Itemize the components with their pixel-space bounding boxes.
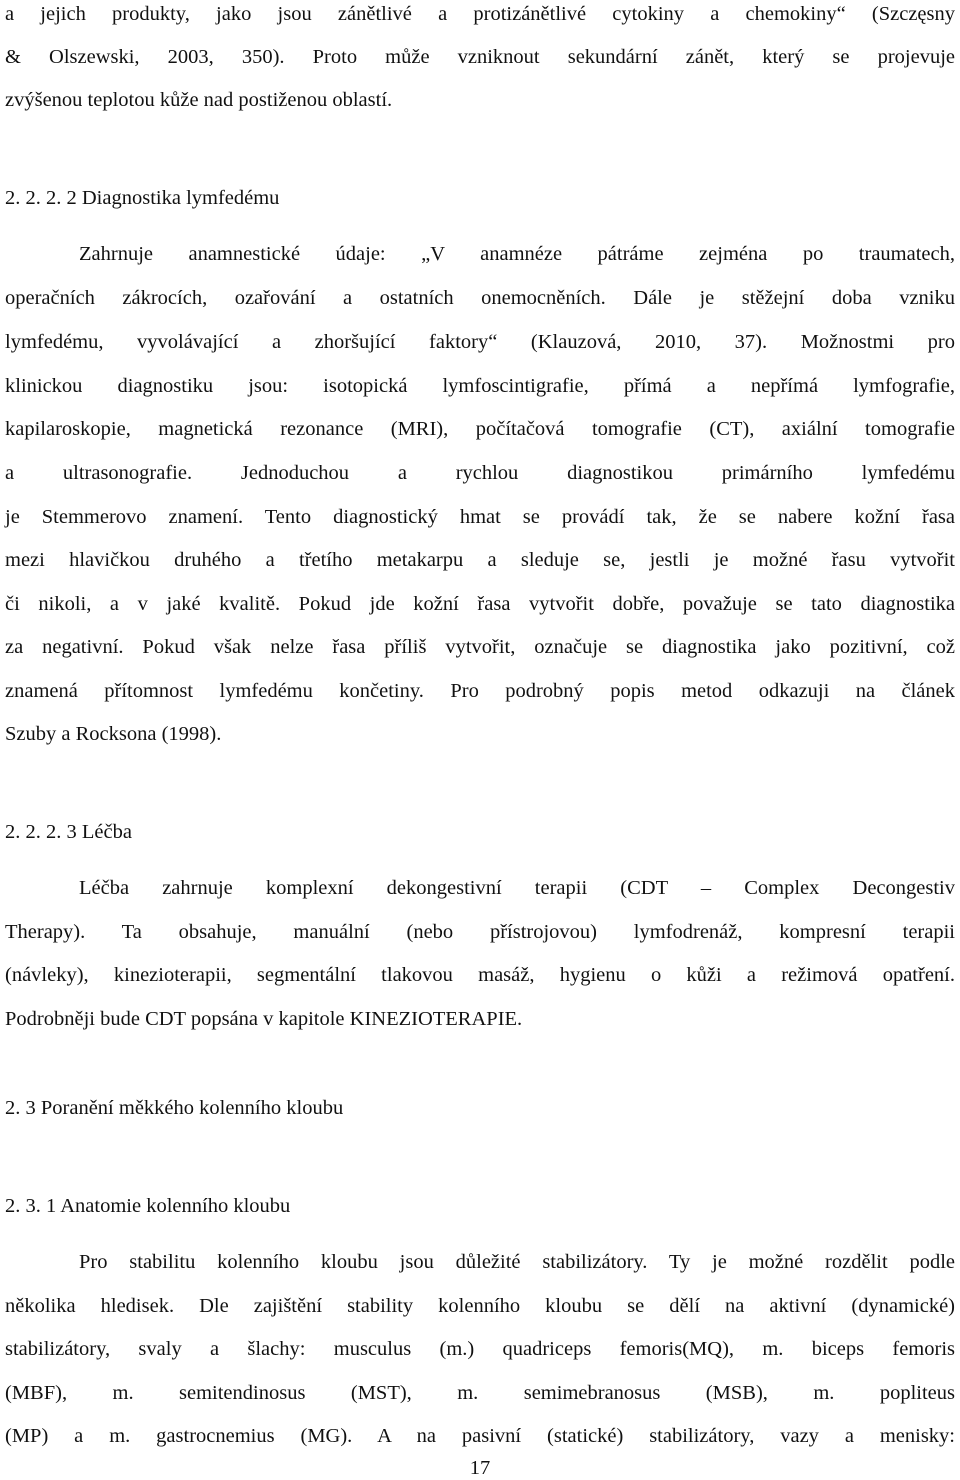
text-line: mezi hlavičkou druhého a třetího metakarpu a sleduje se, jestli je možné řasu vytvořit: [5, 549, 955, 571]
text-line: či nikoli, a v jaké kvalitě. Pokud jde kožní řasa vytvořit dobře, považuje se tato diagnostika: [5, 593, 955, 615]
text-line: stabilizátory, svaly a šlachy: musculus (m.) quadriceps femoris(MQ), m. biceps femoris: [5, 1338, 955, 1360]
text-line: je Stemmerovo znamení. Tento diagnostický hmat se provádí tak, že se nabere kožní řasa: [5, 506, 955, 528]
text-line: & Olszewski, 2003, 350). Proto může vzniknout sekundární zánět, který se projevuje: [5, 46, 955, 68]
text-line: Szuby a Rocksona (1998).: [5, 723, 222, 745]
text-line: kapilaroskopie, magnetická rezonance (MRI), počítačová tomografie (CT), axiální tomografie: [5, 418, 955, 440]
text-line: klinickou diagnostiku jsou: isotopická lymfoscintigrafie, přímá a nepřímá lymfografie,: [5, 375, 955, 397]
text-line: Léčba zahrnuje komplexní dekongestivní terapii (CDT – Complex Decongestiv: [79, 877, 955, 899]
text-line: operačních zákrocích, ozařování a ostatních onemocněních. Dále je stěžejní doba vzniku: [5, 287, 955, 309]
page-number: 17: [469, 1457, 491, 1479]
text-line: zvýšenou teplotou kůže nad postiženou oblastí.: [5, 89, 393, 111]
section-heading-lecba: 2. 2. 2. 3 Léčba: [5, 821, 132, 843]
text-line: několika hledisek. Dle zajištění stability kolenního kloubu se dělí na aktivní (dynamické): [5, 1295, 955, 1317]
section-heading-anatomie: 2. 3. 1 Anatomie kolenního kloubu: [5, 1195, 291, 1217]
text-line: Zahrnuje anamnestické údaje: „V anamnéze pátráme zejména po traumatech,: [79, 243, 955, 265]
text-line: (MBF), m. semitendinosus (MST), m. semimebranosus (MSB), m. popliteus: [5, 1382, 955, 1404]
text-line: Therapy). Ta obsahuje, manuální (nebo přístrojovou) lymfodrenáž, kompresní terapii: [5, 921, 955, 943]
text-line: a ultrasonografie. Jednoduchou a rychlou diagnostikou primárního lymfedému: [5, 462, 955, 484]
text-line: Podrobněji bude CDT popsána v kapitole KINEZIOTERAPIE.: [5, 1008, 523, 1030]
text-line: znamená přítomnost lymfedému končetiny. Pro podrobný popis metod odkazuji na článek: [5, 680, 955, 702]
text-line: (MP) a m. gastrocnemius (MG). A na pasivní (statické) stabilizátory, vazy a menisky:: [5, 1425, 955, 1447]
text-line: lymfedému, vyvolávající a zhoršující faktory“ (Klauzová, 2010, 37). Možnostmi pro: [5, 331, 955, 353]
section-heading-diagnostika: 2. 2. 2. 2 Diagnostika lymfedému: [5, 187, 280, 209]
text-line: (návleky), kinezioterapii, segmentální tlakovou masáž, hygienu o kůži a režimová opatření.: [5, 964, 955, 986]
text-line: za negativní. Pokud však nelze řasa příliš vytvořit, označuje se diagnostika jako pozitivní, což: [5, 636, 955, 658]
text-line: a jejich produkty, jako jsou zánětlivé a protizánětlivé cytokiny a chemokiny“ (Szczęsny: [5, 3, 955, 25]
section-heading-poraneni: 2. 3 Poranění měkkého kolenního kloubu: [5, 1097, 344, 1119]
text-line: Pro stabilitu kolenního kloubu jsou důležité stabilizátory. Ty je možné rozdělit podle: [79, 1251, 955, 1273]
